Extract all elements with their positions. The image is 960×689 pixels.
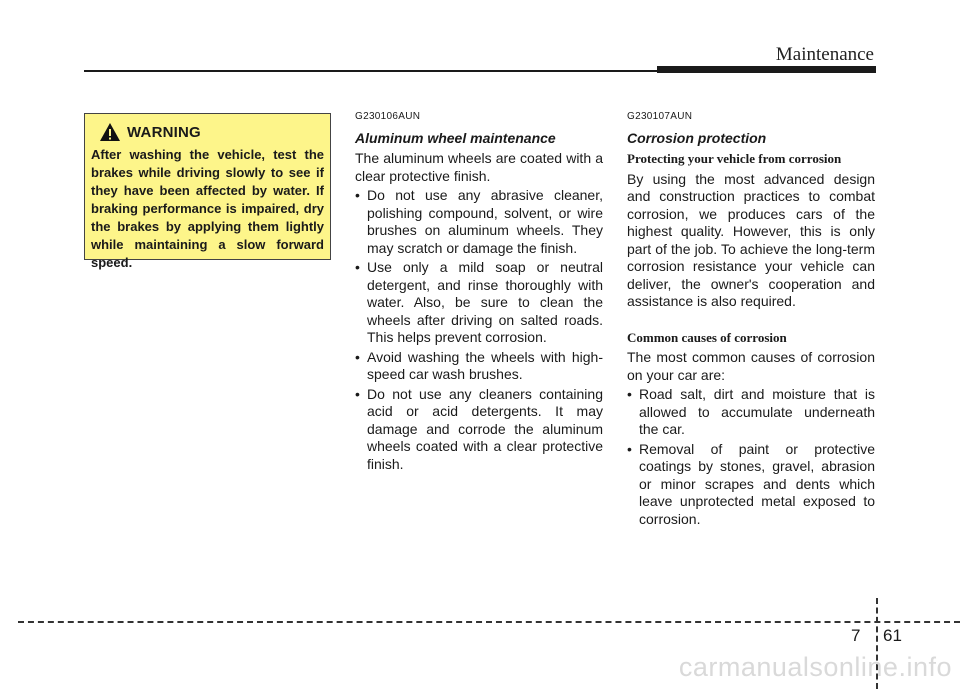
footer-dashed-rule bbox=[18, 621, 960, 623]
warning-title: WARNING bbox=[127, 123, 201, 141]
header-rule-thin bbox=[84, 70, 684, 72]
sub-heading: Protecting your vehicle from corrosion bbox=[627, 151, 842, 166]
paragraph: The most common causes of corrosion on your car are: bbox=[627, 349, 875, 383]
aluminum-section bbox=[355, 108, 603, 475]
paragraph: By using the most advanced design and construction practices to combat corrosion, we produces cars of the highest quality. However, this is only part of the job. To achieve the long-term corrosion resistance your vehicle can deliver, the owner's cooperation and assistance is also required. bbox=[627, 170, 875, 309]
warning-text: After washing the vehicle, test the brakes while driving slowly to see if they have been affected by water. If braking performance is impaired, dry the brakes by applying them lightly while maintaining a slow forward speed. bbox=[91, 147, 324, 270]
corrosion-bullet-list bbox=[627, 386, 875, 528]
warning-box bbox=[84, 113, 331, 270]
list-item: • Do not use any cleaners containing acid or acid detergents. It may damage and corrode the aluminum wheels coated with a clear protective finish. bbox=[355, 386, 603, 474]
page-header-title: Maintenance bbox=[775, 44, 874, 65]
aluminum-bullet-list bbox=[355, 187, 603, 473]
warning-header bbox=[91, 122, 324, 142]
section-title: Corrosion protection bbox=[627, 129, 767, 146]
list-item: • Use only a mild soap or neutral detergent, and rinse thoroughly with water. Also, be sure to clean the wheels after driving on salted roads. This helps prevent corrosion. bbox=[355, 259, 603, 347]
page-number: 61 bbox=[883, 626, 902, 645]
section-code: G230106AUN bbox=[355, 111, 421, 122]
section-title: Aluminum wheel maintenance bbox=[355, 129, 556, 146]
list-item: • Removal of paint or protective coatings by stones, gravel, abrasion or minor scrapes and dents which leave unprotected metal exposed to corrosion. bbox=[627, 441, 875, 529]
intro-paragraph: The aluminum wheels are coated with a clear protective finish. bbox=[355, 150, 603, 184]
watermark: carmanualsonline.info bbox=[678, 652, 952, 682]
list-item: • Avoid washing the wheels with high-speed car wash brushes. bbox=[355, 349, 603, 384]
list-item: • Road salt, dirt and moisture that is allowed to accumulate underneath the car. bbox=[627, 386, 875, 439]
header-rule-thick bbox=[657, 66, 876, 73]
warning-triangle-icon bbox=[99, 122, 121, 142]
section-code: G230107AUN bbox=[627, 111, 693, 122]
corrosion-section bbox=[627, 108, 875, 530]
sub-heading: Common causes of corrosion bbox=[627, 329, 787, 345]
list-item: • Do not use any abrasive cleaner, polishing compound, solvent, or wire brushes on aluminum wheels. They may scratch or damage the finish. bbox=[355, 187, 603, 257]
chapter-number: 7 bbox=[851, 626, 861, 645]
